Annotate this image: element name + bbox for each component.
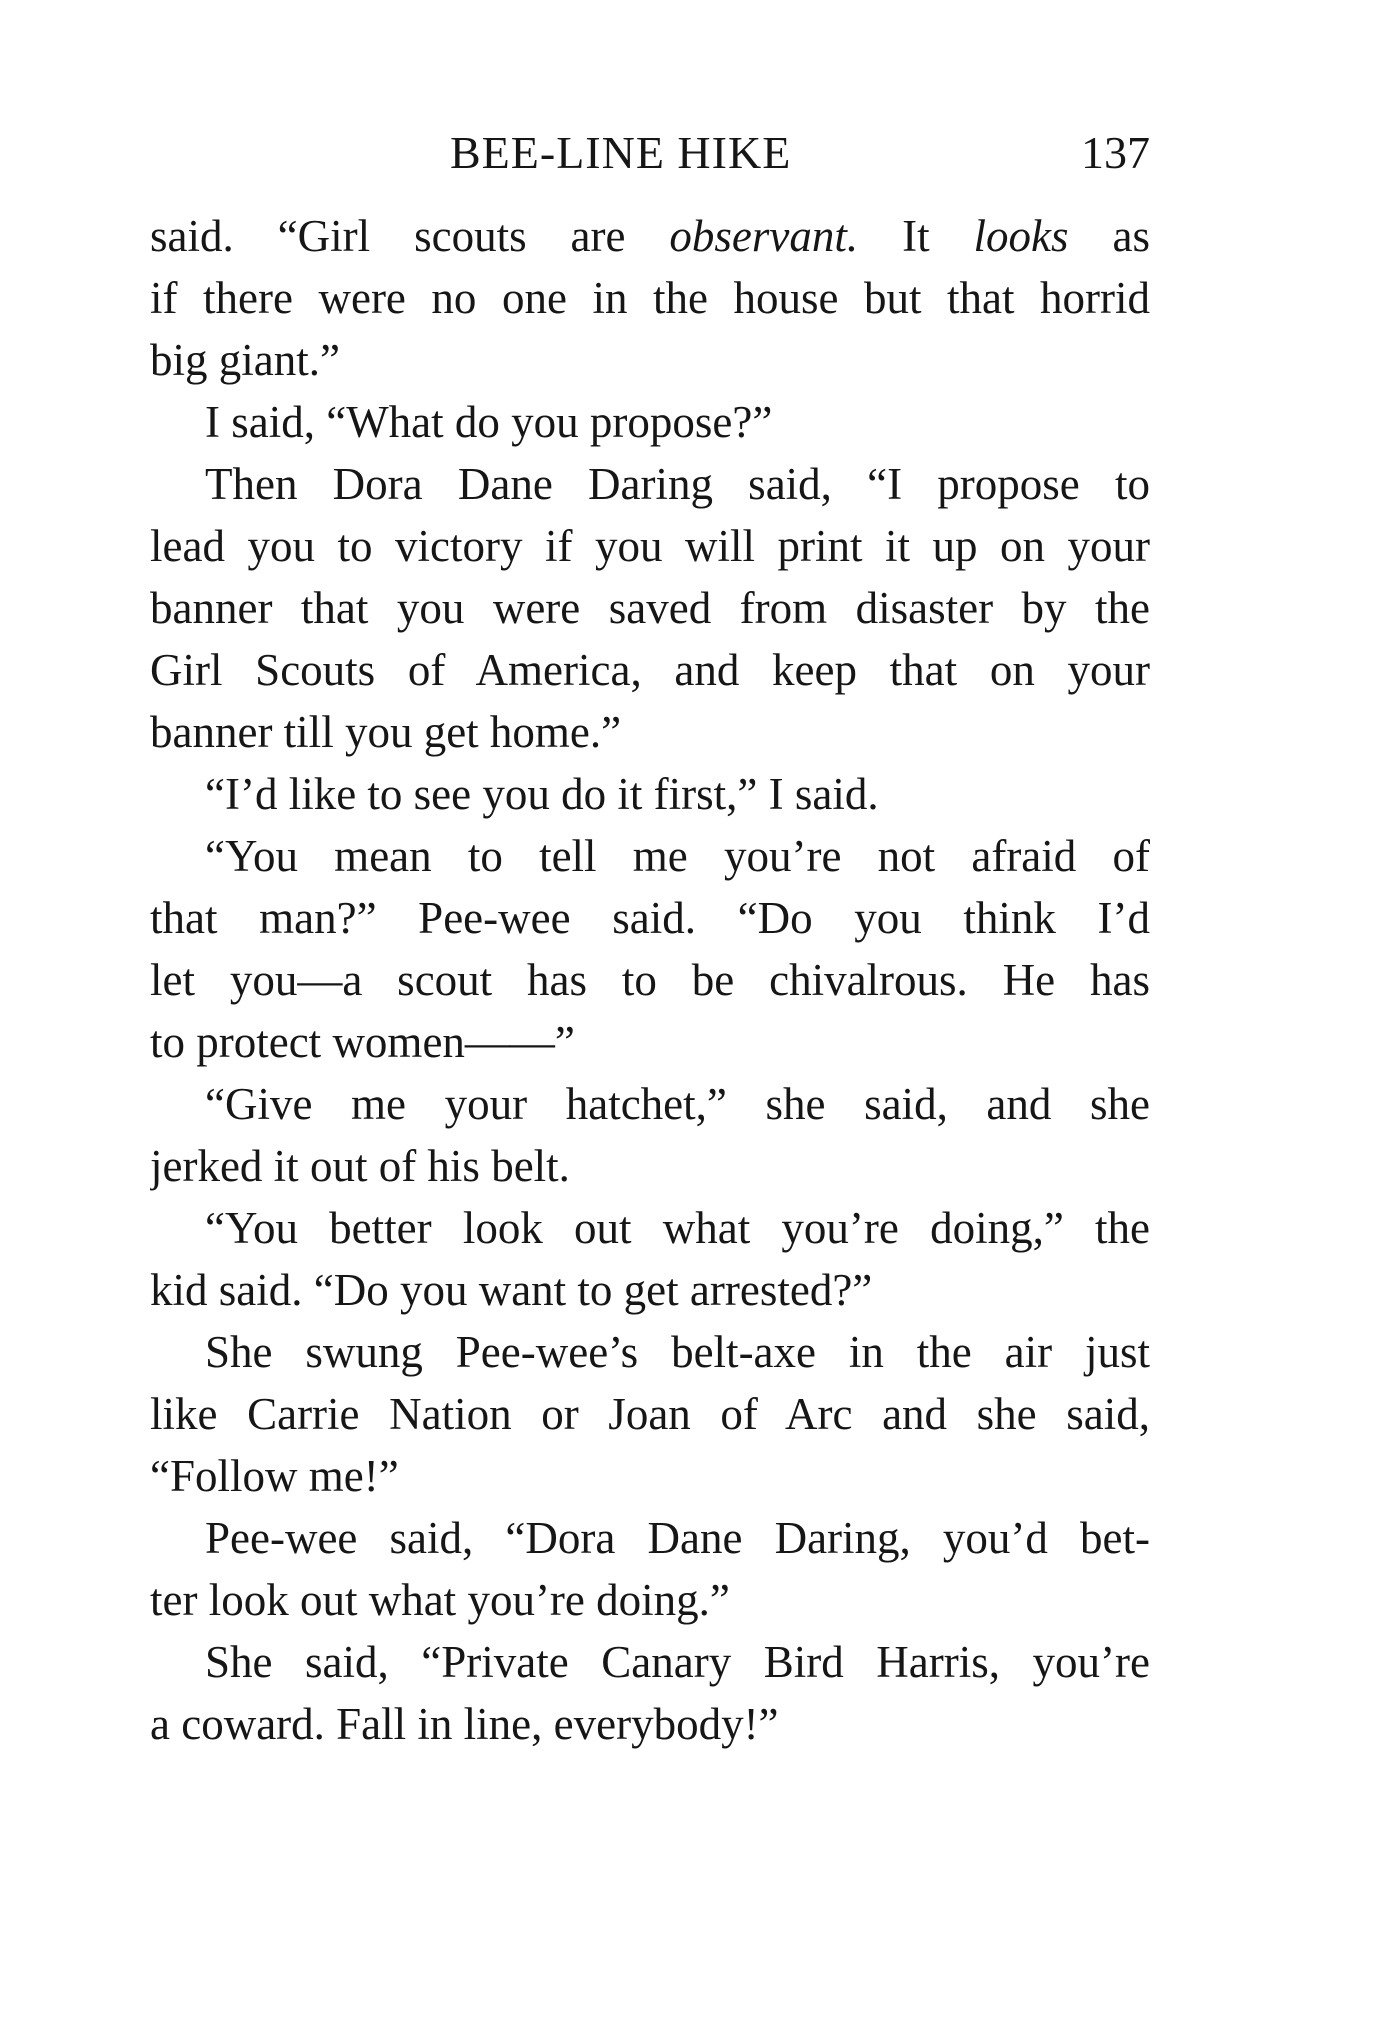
text-segment: to protect women——”: [150, 1017, 575, 1067]
text-line: [150, 1259, 1150, 1321]
text-segment: said. “Girl scouts are: [150, 211, 670, 261]
text-segment: that man?” Pee-wee said. “Do you think I’d: [150, 893, 1150, 943]
text-line: [150, 453, 1150, 515]
text-segment: Pee-wee said, “Dora Dane Daring, you’d bet-: [205, 1513, 1150, 1563]
text-segment: Girl Scouts of America, and keep that on your: [150, 645, 1150, 695]
text-segment: “I’d like to see you do it first,” I said.: [205, 769, 879, 819]
text-line: [150, 1631, 1150, 1693]
text-segment: big giant.”: [150, 335, 340, 385]
text-segment: Then Dora Dane Daring said, “I propose to: [205, 459, 1150, 509]
text-line: [150, 639, 1150, 701]
text-segment: “You better look out what you’re doing,” the: [205, 1203, 1150, 1253]
text-line: [150, 1693, 1150, 1755]
text-line: [150, 1011, 1150, 1073]
text-line: [150, 1197, 1150, 1259]
text-segment: kid said. “Do you want to get arrested?”: [150, 1265, 873, 1315]
text-line: [150, 887, 1150, 949]
text-line: [150, 329, 1150, 391]
body-text: [150, 205, 1150, 1755]
text-segment: It: [858, 211, 974, 261]
text-segment: let you—a scout has to be chivalrous. He has: [150, 955, 1150, 1005]
text-line: [150, 1135, 1150, 1197]
text-line: [150, 1383, 1150, 1445]
text-line: [150, 267, 1150, 329]
text-segment: lead you to victory if you will print it up on your: [150, 521, 1150, 571]
text-segment: ter look out what you’re doing.”: [150, 1575, 730, 1625]
text-line: [150, 205, 1150, 267]
text-line: [150, 515, 1150, 577]
text-segment: “You mean to tell me you’re not afraid of: [205, 831, 1150, 881]
text-segment: She swung Pee-wee’s belt-axe in the air just: [205, 1327, 1150, 1377]
text-line: [150, 577, 1150, 639]
text-line: [150, 1445, 1150, 1507]
text-line: [150, 1073, 1150, 1135]
text-segment: banner till you get home.”: [150, 707, 622, 757]
text-segment: banner that you were saved from disaster by the: [150, 583, 1150, 633]
text-segment: like Carrie Nation or Joan of Arc and she said,: [150, 1389, 1150, 1439]
text-line: [150, 1569, 1150, 1631]
text-segment: “Follow me!”: [150, 1451, 399, 1501]
page-header: [150, 120, 1150, 190]
text-segment: if there were no one in the house but that horrid: [150, 273, 1150, 323]
text-segment: jerked it out of his belt.: [150, 1141, 570, 1191]
text-segment: as: [1068, 211, 1150, 261]
text-line: [150, 949, 1150, 1011]
text-segment: a coward. Fall in line, everybody!”: [150, 1699, 779, 1749]
text-segment: She said, “Private Canary Bird Harris, you’re: [205, 1637, 1150, 1687]
running-title: BEE-LINE HIKE: [450, 127, 792, 178]
italic-text: looks: [973, 211, 1069, 261]
text-line: [150, 391, 1150, 453]
text-line: [150, 763, 1150, 825]
italic-text: observant.: [669, 211, 859, 261]
text-line: [150, 1507, 1150, 1569]
text-segment: I said, “What do you propose?”: [205, 397, 773, 447]
text-line: [150, 825, 1150, 887]
text-line: [150, 701, 1150, 763]
text-line: [150, 1321, 1150, 1383]
text-segment: “Give me your hatchet,” she said, and she: [205, 1079, 1150, 1129]
page-number: 137: [1081, 127, 1150, 178]
